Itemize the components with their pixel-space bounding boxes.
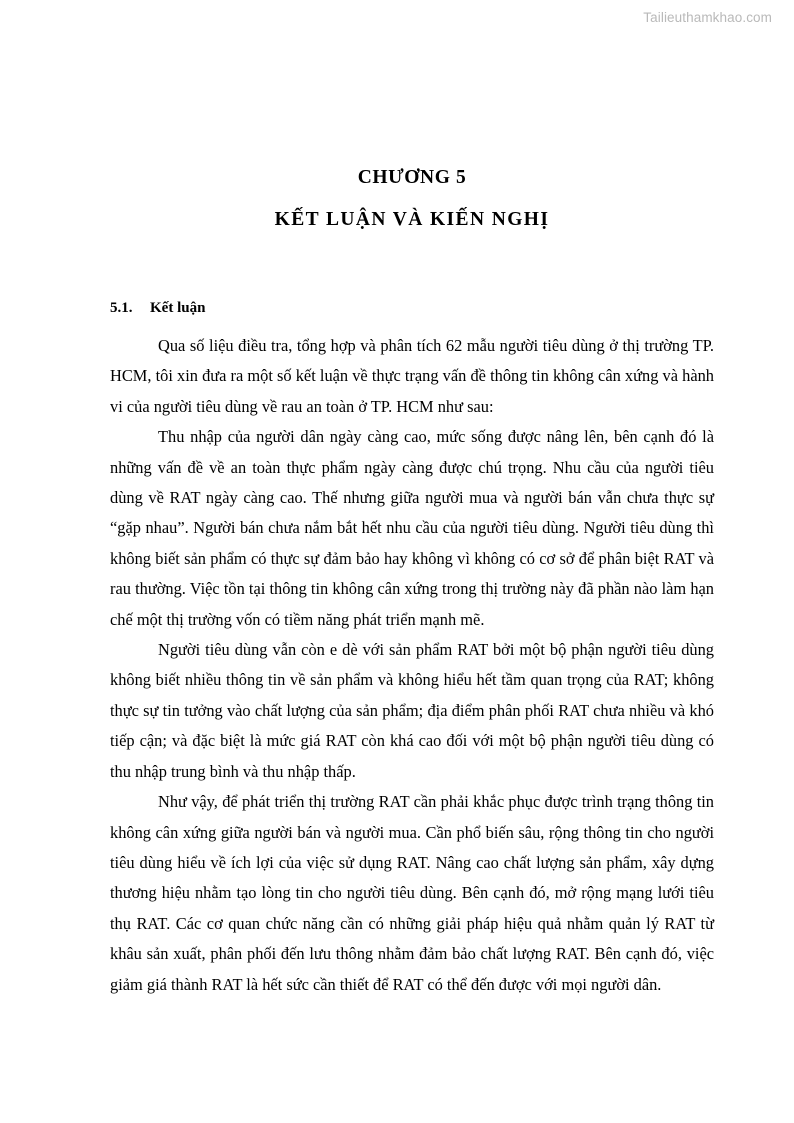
body-text [110, 331, 714, 1000]
chapter-heading-block [110, 168, 714, 229]
section-number: 5.1. [110, 300, 133, 316]
paragraph: Qua số liệu điều tra, tổng hợp và phân tích 62 mẫu người tiêu dùng ở thị trường TP. HCM, tôi xin đưa ra một số kết luận về thực trạng vấn đề thông tin không cân xứng và hành vi của người tiêu dùng về rau an toàn ở TP. HCM như sau: [110, 336, 714, 416]
watermark-text: Tailieuthamkhao.com [643, 10, 772, 25]
section-heading [110, 299, 714, 317]
chapter-subtitle: KẾT LUẬN VÀ KIẾN NGHỊ [274, 208, 550, 230]
paragraph: Như vậy, để phát triển thị trường RAT cần phải khắc phục được trình trạng thông tin không cân xứng giữa người bán và người mua. Cần phổ biến sâu, rộng thông tin cho người tiêu dùng hiểu về ích lợi của việc sử dụng RAT. Nâng cao chất lượng sản phẩm, xây dựng thương hiệu nhằm tạo lòng tin cho người tiêu dùng. Bên cạnh đó, mở rộng mạng lưới tiêu thụ RAT. Các cơ quan chức năng cần có những giải pháp hiệu quả nhằm quản lý RAT từ khâu sản xuất, phân phối đến lưu thông nhằm đảm bảo chất lượng RAT. Bên cạnh đó, việc giảm giá thành RAT là hết sức cần thiết để RAT có thể đến được với mọi người dân. [110, 792, 714, 994]
section-label: Kết luận [150, 300, 206, 316]
paragraph: Người tiêu dùng vẫn còn e dè với sản phẩm RAT bởi một bộ phận người tiêu dùng không biết nhiều thông tin về sản phẩm và không hiểu hết tầm quan trọng của RAT; không thực sự tin tưởng vào chất lượng của sản phẩm; địa điểm phân phối RAT chưa nhiều và khó tiếp cận; và đặc biệt là mức giá RAT còn khá cao đối với một bộ phận người tiêu dùng có thu nhập trung bình và thu nhập thấp. [110, 640, 714, 781]
paragraph: Thu nhập của người dân ngày càng cao, mức sống được nâng lên, bên cạnh đó là những vấn đề về an toàn thực phẩm ngày càng được chú trọng. Nhu cầu của người tiêu dùng về RAT ngày càng cao. Thế nhưng giữa người mua và người bán vẫn chưa thực sự “gặp nhau”. Người bán chưa nắm bắt hết nhu cầu của người tiêu dùng. Người tiêu dùng thì không biết sản phẩm có thực sự đảm bảo hay không vì không có cơ sở để phân biệt RAT và rau thường. Việc tồn tại thông tin không cân xứng trong thị trường này đã phần nào làm hạn chế một thị trường vốn có tiềm năng phát triển mạnh mẽ. [110, 427, 714, 629]
page-content [110, 0, 714, 1000]
chapter-title: CHƯƠNG 5 [357, 167, 467, 188]
